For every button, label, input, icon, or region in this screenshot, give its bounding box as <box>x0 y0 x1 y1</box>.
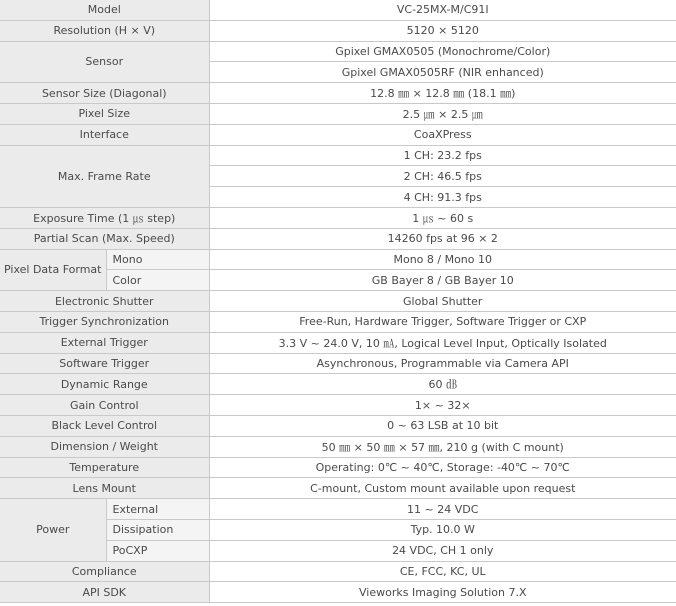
spec-value: Gpixel GMAX0505RF (NIR enhanced) <box>209 62 676 83</box>
spec-value: C-mount, Custom mount available upon request <box>209 478 676 499</box>
spec-value: 60 ㏈ <box>209 374 676 395</box>
spec-label: Pixel Data Format <box>0 249 106 291</box>
spec-label: Lens Mount <box>0 478 209 499</box>
spec-label: Resolution (H × V) <box>0 20 209 41</box>
spec-row-dimension <box>0 436 676 457</box>
spec-row-sensor-size <box>0 83 676 104</box>
spec-row-external-trigger <box>0 332 676 353</box>
spec-value: 11 ~ 24 VDC <box>209 499 676 520</box>
spec-value: 5120 × 5120 <box>209 20 676 41</box>
spec-label: Partial Scan (Max. Speed) <box>0 228 209 249</box>
spec-label: Black Level Control <box>0 415 209 436</box>
spec-label: Temperature <box>0 457 209 478</box>
spec-sublabel: Color <box>106 270 209 291</box>
spec-label: API SDK <box>0 582 209 603</box>
spec-value: GB Bayer 8 / GB Bayer 10 <box>209 270 676 291</box>
spec-value: 0 ~ 63 LSB at 10 bit <box>209 415 676 436</box>
spec-sublabel: PoCXP <box>106 540 209 561</box>
spec-row-api-sdk <box>0 582 676 603</box>
spec-value: 1 ㎲ ~ 60 s <box>209 207 676 228</box>
spec-value: CoaXPress <box>209 124 676 145</box>
spec-label: Dynamic Range <box>0 374 209 395</box>
spec-sublabel: External <box>106 499 209 520</box>
spec-row-sensor <box>0 41 676 62</box>
spec-value: Typ. 10.0 W <box>209 519 676 540</box>
spec-value: 4 CH: 91.3 fps <box>209 187 676 208</box>
spec-value: 50 ㎜ × 50 ㎜ × 57 ㎜, 210 g (with C mount) <box>209 436 676 457</box>
spec-row-exposure <box>0 207 676 228</box>
spec-value: 1× ~ 32× <box>209 395 676 416</box>
spec-row-frame-rate <box>0 145 676 166</box>
spec-sublabel: Mono <box>106 249 209 270</box>
spec-row-black-level <box>0 415 676 436</box>
spec-label: Max. Frame Rate <box>0 145 209 207</box>
spec-label: Exposure Time (1 ㎲ step) <box>0 207 209 228</box>
spec-row-pixel-size <box>0 103 676 124</box>
spec-value: Free-Run, Hardware Trigger, Software Trigger or CXP <box>209 311 676 332</box>
spec-row-lens-mount <box>0 478 676 499</box>
spec-label: Power <box>0 499 106 561</box>
spec-value: 2.5 ㎛ × 2.5 ㎛ <box>209 103 676 124</box>
spec-row-partial-scan <box>0 228 676 249</box>
spec-value: 2 CH: 46.5 fps <box>209 166 676 187</box>
spec-label: Sensor Size (Diagonal) <box>0 83 209 104</box>
spec-row-compliance <box>0 561 676 582</box>
spec-value: Global Shutter <box>209 291 676 312</box>
spec-row-gain <box>0 395 676 416</box>
spec-label: Sensor <box>0 41 209 83</box>
spec-label: External Trigger <box>0 332 209 353</box>
spec-value: 1 CH: 23.2 fps <box>209 145 676 166</box>
spec-value: 3.3 V ~ 24.0 V, 10 ㎃, Logical Level Input, Optically Isolated <box>209 332 676 353</box>
spec-value: Asynchronous, Programmable via Camera API <box>209 353 676 374</box>
spec-label: Pixel Size <box>0 103 209 124</box>
spec-row-pixel-format-mono <box>0 249 676 270</box>
spec-value: CE, FCC, KC, UL <box>209 561 676 582</box>
spec-row-shutter <box>0 291 676 312</box>
spec-row-dynamic-range <box>0 374 676 395</box>
spec-sublabel: Dissipation <box>106 519 209 540</box>
spec-value: Gpixel GMAX0505 (Monochrome/Color) <box>209 41 676 62</box>
spec-value: Operating: 0℃ ~ 40℃, Storage: -40℃ ~ 70℃ <box>209 457 676 478</box>
spec-value: Vieworks Imaging Solution 7.X <box>209 582 676 603</box>
spec-row-trigger-sync <box>0 311 676 332</box>
spec-value: 14260 fps at 96 × 2 <box>209 228 676 249</box>
spec-row-power-external <box>0 499 676 520</box>
spec-label: Electronic Shutter <box>0 291 209 312</box>
spec-row-temperature <box>0 457 676 478</box>
spec-row-model <box>0 0 676 20</box>
spec-label: Dimension / Weight <box>0 436 209 457</box>
spec-value: Mono 8 / Mono 10 <box>209 249 676 270</box>
spec-row-resolution <box>0 20 676 41</box>
spec-value: 24 VDC, CH 1 only <box>209 540 676 561</box>
spec-label: Software Trigger <box>0 353 209 374</box>
spec-row-interface <box>0 124 676 145</box>
spec-label: Model <box>0 0 209 20</box>
spec-label: Compliance <box>0 561 209 582</box>
spec-label: Trigger Synchronization <box>0 311 209 332</box>
spec-label: Gain Control <box>0 395 209 416</box>
spec-row-software-trigger <box>0 353 676 374</box>
spec-label: Interface <box>0 124 209 145</box>
spec-value: VC-25MX-M/C91I <box>209 0 676 20</box>
spec-value: 12.8 ㎜ × 12.8 ㎜ (18.1 ㎜) <box>209 83 676 104</box>
